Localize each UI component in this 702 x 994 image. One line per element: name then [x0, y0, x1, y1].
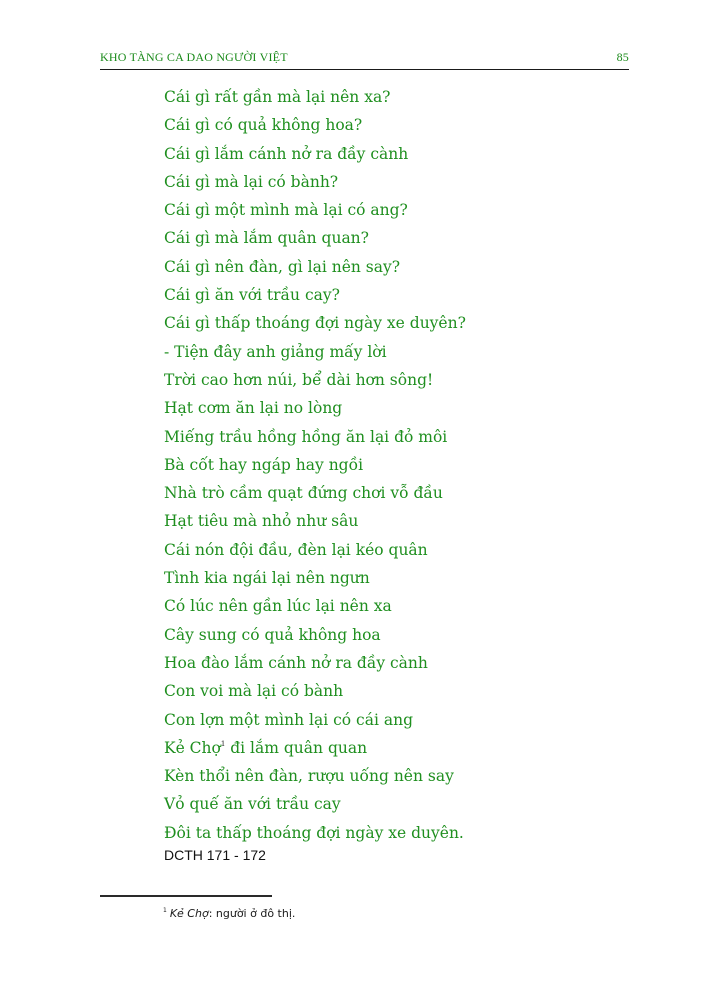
page-number: 85: [616, 50, 629, 64]
poem-line: Bà cốt hay ngáp hay ngồi: [164, 455, 364, 474]
poem-line: Cái gì một mình mà lại có ang?: [164, 201, 408, 220]
ke-cho-line-rest: đi lắm quân quan: [225, 738, 368, 757]
poem-line: Con lợn một mình lại có cái ang: [164, 710, 414, 729]
footnote-divider: [100, 895, 272, 897]
page-header: [100, 50, 629, 70]
poem-line: Cái gì lắm cánh nở ra đầy cành: [164, 144, 409, 163]
footnote: [163, 907, 295, 920]
poem-line: Hạt tiêu mà nhỏ như sâu: [164, 512, 359, 531]
poem-line: Đôi ta thấp thoáng đợi ngày xe duyên.: [164, 823, 464, 842]
poem-line: Con voi mà lại có bành: [164, 682, 344, 701]
poem-line: Nhà trò cầm quạt đứng chơi vỗ đầu: [164, 484, 443, 503]
poem-line: Miếng trầu hồng hồng ăn lại đỏ môi: [164, 427, 448, 446]
poem-line: - Tiện đây anh giảng mấy lời: [164, 342, 387, 361]
footnote-term: Kẻ Chợ: [169, 907, 209, 920]
poem-line: Cái gì mà lại có bành?: [164, 172, 339, 191]
footnote-marker: 1: [163, 907, 167, 914]
poem-line: Hạt cơm ăn lại no lòng: [164, 399, 343, 418]
poem-line: Hoa đào lắm cánh nở ra đầy cành: [164, 653, 428, 672]
poem-line: Có lúc nên gần lúc lại nên xa: [164, 597, 392, 616]
poem-line: Trời cao hơn núi, bể dài hơn sông!: [164, 370, 434, 389]
source-citation: DCTH 171 - 172: [164, 847, 266, 863]
poem-line: Cái gì có quả không hoa?: [164, 116, 363, 135]
poem-line: Cái gì nên đàn, gì lại nên say?: [164, 257, 401, 276]
poem-line: Cái gì thấp thoáng đợi ngày xe duyên?: [164, 314, 466, 333]
book-title: KHO TÀNG CA DAO NGƯỜI VIỆT: [100, 50, 288, 64]
footnote-ref-marker[interactable]: 1: [220, 739, 226, 748]
poem-line: Cây sung có quả không hoa: [164, 625, 381, 644]
poem-line: Tình kia ngái lại nên ngưn: [164, 569, 370, 588]
poem-line: Kèn thổi nên đàn, rượu uống nên say: [164, 767, 454, 786]
ke-cho-term: Kẻ Chợ: [164, 738, 221, 757]
poem-line-ke-cho: [164, 734, 466, 762]
poem-line: Cái nón đội đầu, đèn lại kéo quân: [164, 540, 428, 559]
poem-line: Vỏ quế ăn với trầu cay: [164, 795, 341, 814]
poem-line: Cái gì mà lắm quân quan?: [164, 229, 369, 248]
poem-line: Cái gì ăn với trầu cay?: [164, 286, 340, 305]
poem-body: [164, 83, 466, 847]
poem-line: Cái gì rất gần mà lại nên xa?: [164, 88, 391, 106]
footnote-definition: : người ở đô thị.: [208, 907, 296, 920]
